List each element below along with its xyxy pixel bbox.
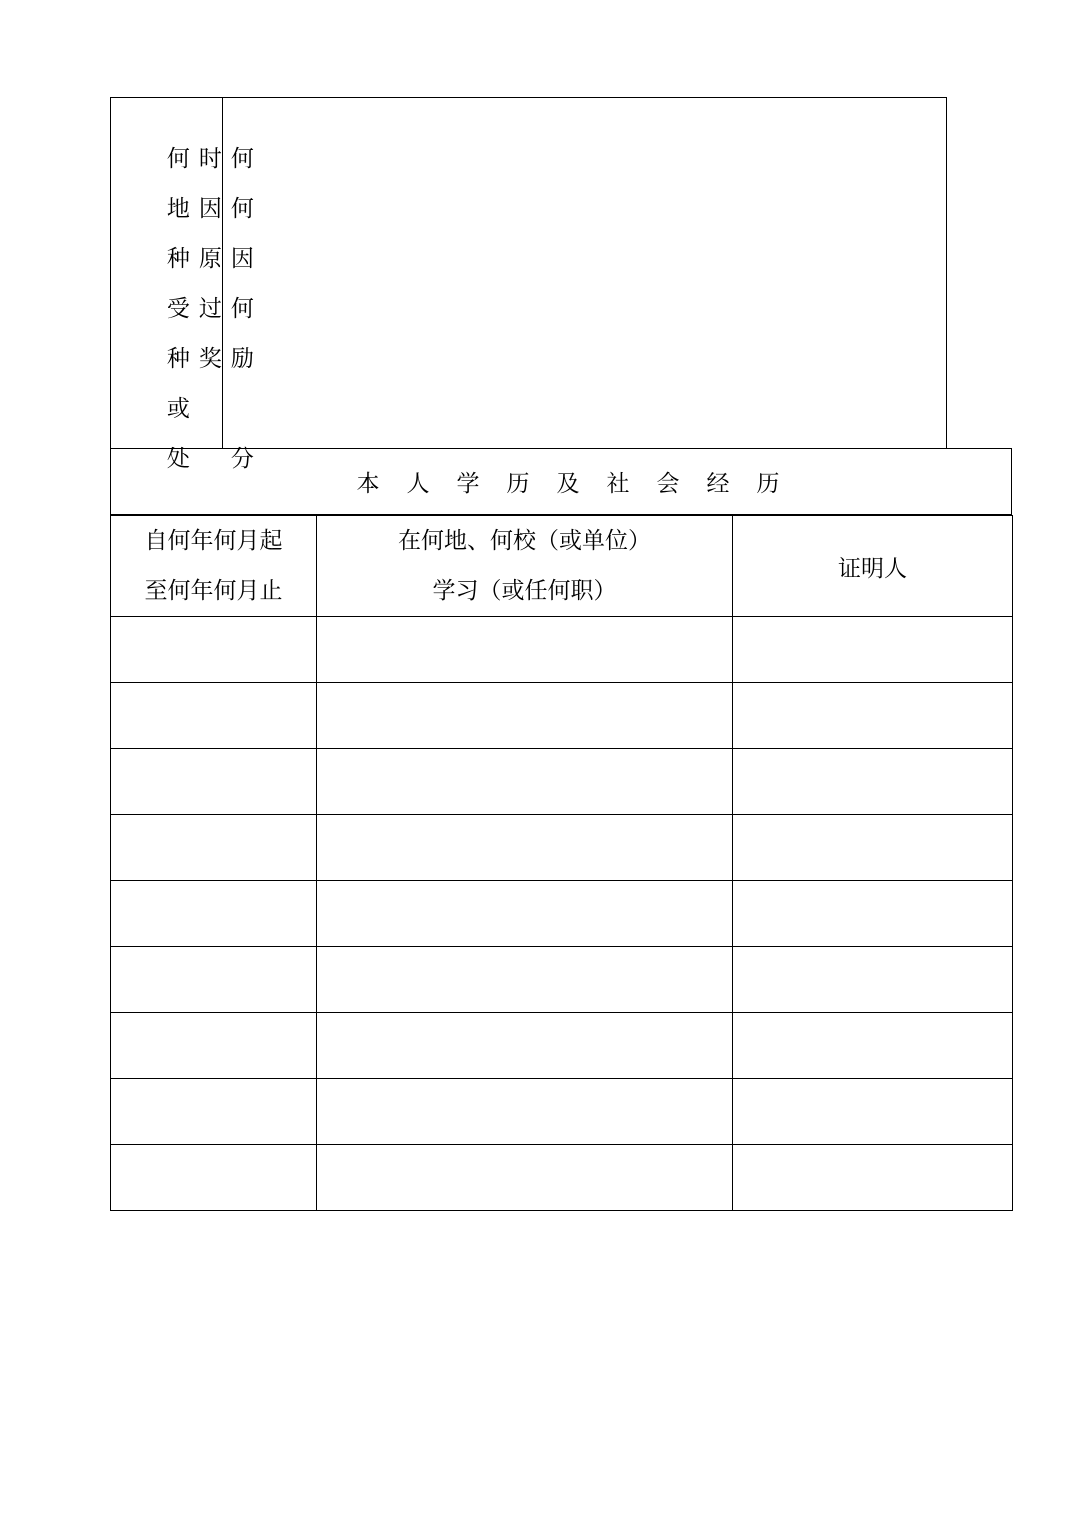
title-char: 经 (706, 471, 730, 497)
label-char: 何 (166, 146, 190, 172)
label-char: 或 (166, 396, 190, 422)
label-char: 何 (230, 146, 254, 172)
place-cell[interactable] (317, 683, 733, 749)
history-section-title (111, 449, 1011, 514)
place-cell[interactable] (317, 815, 733, 881)
table-row (111, 683, 1013, 749)
place-header-line-1: 在何地、何校（或单位） (398, 528, 651, 554)
label-char: 分 (230, 446, 254, 472)
table-row (111, 617, 1013, 683)
label-char: 过 (198, 296, 222, 322)
place-cell[interactable] (317, 617, 733, 683)
table-row (111, 947, 1013, 1013)
title-char: 人 (406, 471, 430, 497)
witness-cell[interactable] (733, 617, 1013, 683)
label-char: 时 (198, 146, 222, 172)
witness-column-header: 证明人 (733, 516, 1013, 617)
label-char: 何 (230, 196, 254, 222)
table-row (111, 1145, 1013, 1211)
label-char: 受 (166, 296, 190, 322)
period-cell[interactable] (111, 1013, 317, 1079)
place-column-header (317, 516, 733, 617)
title-char: 本 (356, 471, 380, 497)
place-cell[interactable] (317, 1145, 733, 1211)
period-cell[interactable] (111, 881, 317, 947)
reward-punishment-label-cell (111, 98, 254, 472)
history-table (110, 515, 1013, 1211)
witness-cell[interactable] (733, 749, 1013, 815)
place-cell[interactable] (317, 1013, 733, 1079)
witness-cell[interactable] (733, 1013, 1013, 1079)
witness-cell[interactable] (733, 683, 1013, 749)
place-cell[interactable] (317, 1079, 733, 1145)
period-header-line-1: 自何年何月起 (144, 528, 283, 554)
label-char: 何 (230, 296, 254, 322)
witness-cell[interactable] (733, 881, 1013, 947)
table-row (111, 815, 1013, 881)
table-row (111, 881, 1013, 947)
label-char: 原 (198, 246, 222, 272)
label-char: 种 (166, 246, 190, 272)
label-char: 奖 (198, 346, 222, 372)
period-cell[interactable] (111, 617, 317, 683)
table-row (111, 749, 1013, 815)
label-char: 处 (166, 446, 190, 472)
place-cell[interactable] (317, 881, 733, 947)
period-cell[interactable] (111, 683, 317, 749)
title-char: 历 (756, 471, 780, 497)
table-row (111, 1079, 1013, 1145)
label-char: 因 (198, 196, 222, 222)
place-cell[interactable] (317, 749, 733, 815)
period-cell[interactable] (111, 749, 317, 815)
label-char: 因 (230, 246, 254, 272)
table-row (111, 1013, 1013, 1079)
witness-cell[interactable] (733, 1145, 1013, 1211)
title-char: 及 (556, 471, 580, 497)
label-char: 地 (166, 196, 190, 222)
period-header-line-2: 至何年何月止 (144, 578, 283, 604)
title-char: 会 (656, 471, 680, 497)
reward-punishment-section (110, 97, 947, 472)
period-cell[interactable] (111, 1145, 317, 1211)
title-char: 历 (506, 471, 530, 497)
reward-punishment-input-area[interactable] (223, 98, 946, 449)
witness-cell[interactable] (733, 1079, 1013, 1145)
history-table-header-row (111, 516, 1013, 617)
place-cell[interactable] (317, 947, 733, 1013)
label-char: 励 (230, 346, 254, 372)
period-cell[interactable] (111, 1079, 317, 1145)
witness-cell[interactable] (733, 947, 1013, 1013)
title-char: 社 (606, 471, 630, 497)
title-char: 学 (456, 471, 480, 497)
period-cell[interactable] (111, 815, 317, 881)
period-column-header (111, 516, 317, 617)
label-char: 种 (166, 346, 190, 372)
place-header-line-2: 学习（或任何职） (432, 578, 617, 604)
witness-cell[interactable] (733, 815, 1013, 881)
period-cell[interactable] (111, 947, 317, 1013)
history-section-header (110, 448, 1012, 516)
